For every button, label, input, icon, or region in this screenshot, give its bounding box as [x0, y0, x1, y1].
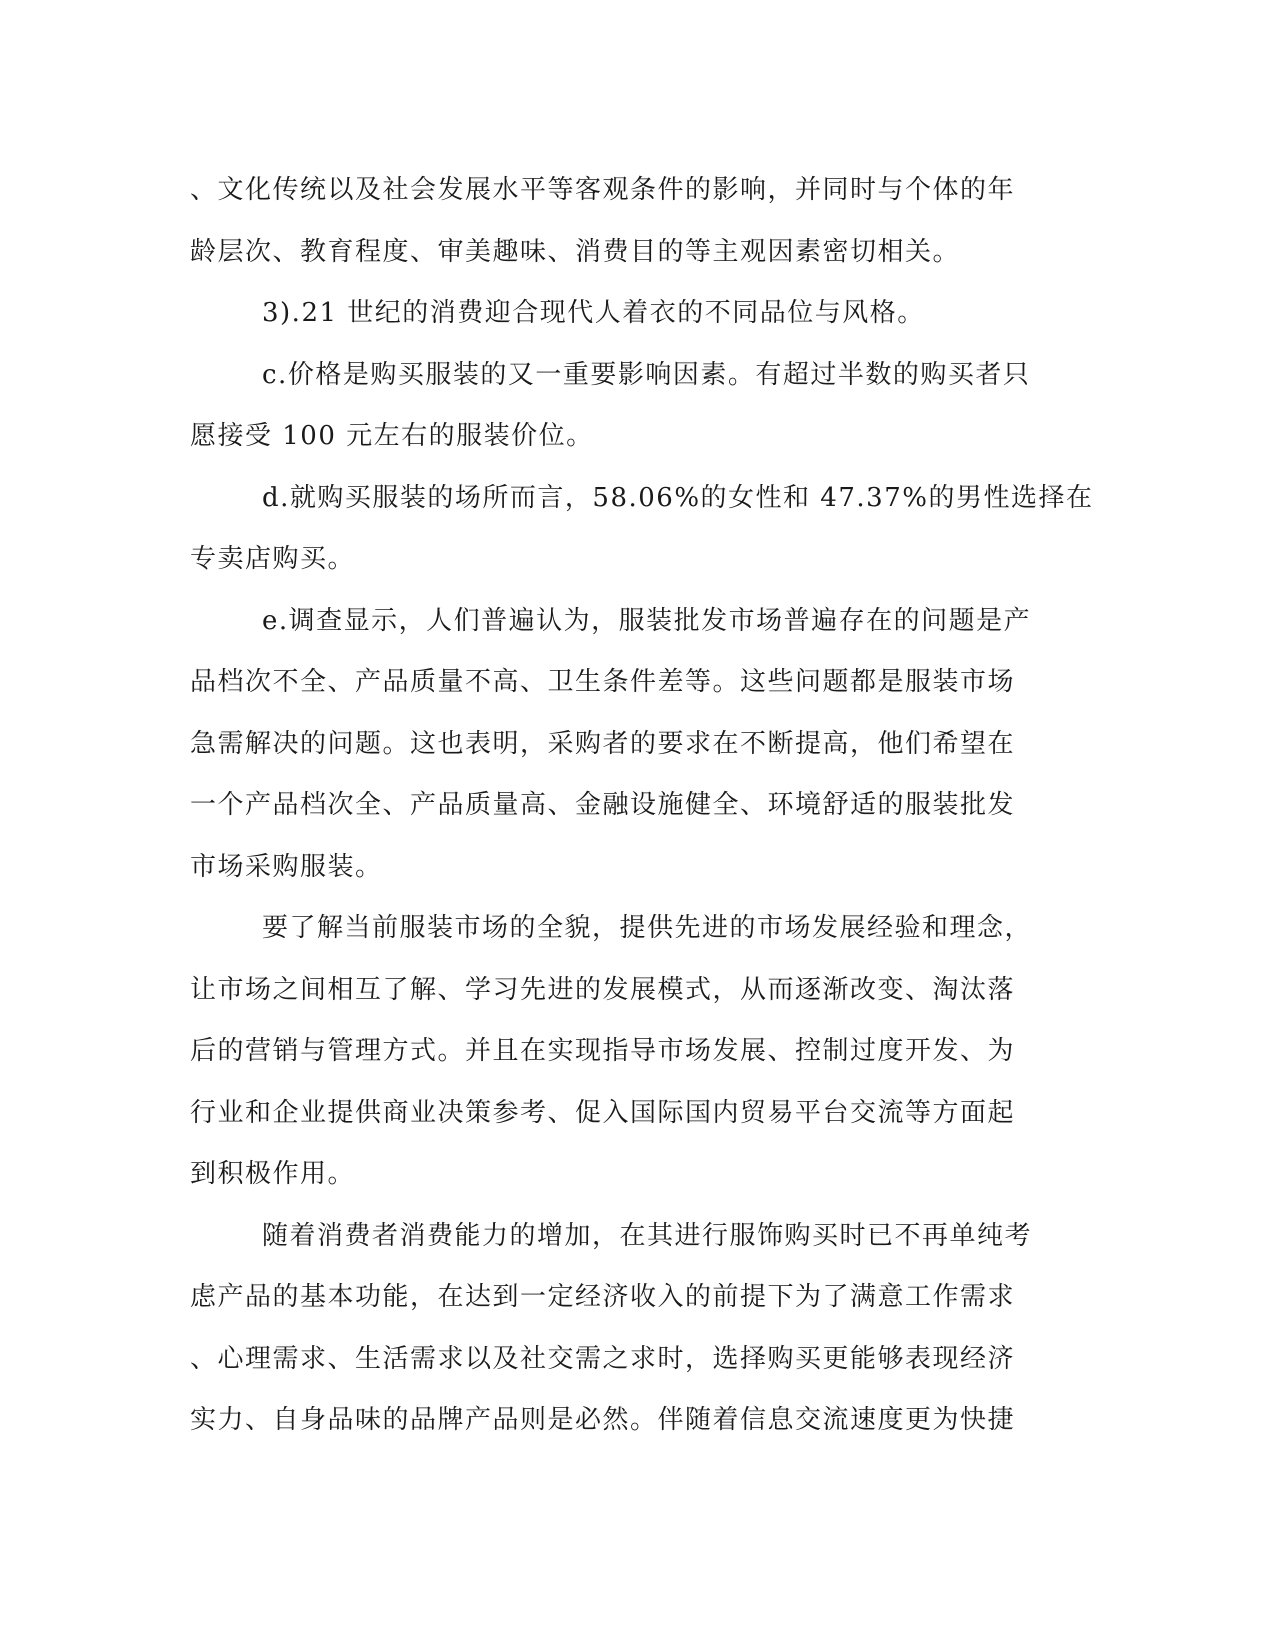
text-line: 、文化传统以及社会发展水平等客观条件的影响，并同时与个体的年: [190, 175, 1016, 205]
text-line: 龄层次、教育程度、审美趣味、消费目的等主观因素密切相关。: [190, 236, 961, 267]
text-line: 后的营销与管理方式。并且在实现指导市场发展、控制过度开发、为: [190, 1036, 1016, 1066]
text-line: 行业和企业提供商业决策参考、促入国际国内贸易平台交流等方面起: [190, 1097, 1016, 1128]
text-line: 品档次不全、产品质量不高、卫生条件差等。这些问题都是服装市场: [190, 667, 1016, 697]
text-line: 实力、自身品味的品牌产品则是必然。伴随着信息交流速度更为快捷: [190, 1405, 1016, 1435]
text-line: 愿接受 100 元左右的服装价位。: [190, 421, 594, 451]
text-line: 虑产品的基本功能，在达到一定经济收入的前提下为了满意工作需求: [190, 1282, 1016, 1312]
text-line: 让市场之间相互了解、学习先进的发展模式，从而逐渐改变、淘汰落: [190, 974, 1016, 1005]
text-line: 、心理需求、生活需求以及社交需之求时，选择购买更能够表现经济: [190, 1343, 1016, 1374]
text-line: 市场采购服装。: [190, 851, 383, 882]
text-line: e.调查显示，人们普遍认为，服装批发市场普遍存在的问题是产: [262, 605, 1032, 636]
text-line: 专卖店购买。: [190, 544, 356, 574]
text-line: 要了解当前服装市场的全貌，提供先进的市场发展经验和理念，: [262, 913, 1033, 943]
text-line: 急需解决的问题。这也表明，采购者的要求在不断提高，他们希望在: [190, 728, 1016, 759]
text-line: c.价格是购买服装的又一重要影响因素。有超过半数的购买者只: [262, 359, 1031, 390]
text-line: 一个产品档次全、产品质量高、金融设施健全、环境舒适的服装批发: [190, 790, 1016, 820]
text-line: 3).21 世纪的消费迎合现代人着衣的不同品位与风格。: [262, 298, 925, 328]
body-text: [190, 160, 1094, 1452]
text-line: d.就购买服装的场所而言，58.06%的女性和 47.37%的男性选择在: [262, 482, 1094, 513]
text-line: 到积极作用。: [190, 1159, 356, 1189]
text-line: 随着消费者消费能力的增加，在其进行服饰购买时已不再单纯考: [262, 1220, 1033, 1251]
